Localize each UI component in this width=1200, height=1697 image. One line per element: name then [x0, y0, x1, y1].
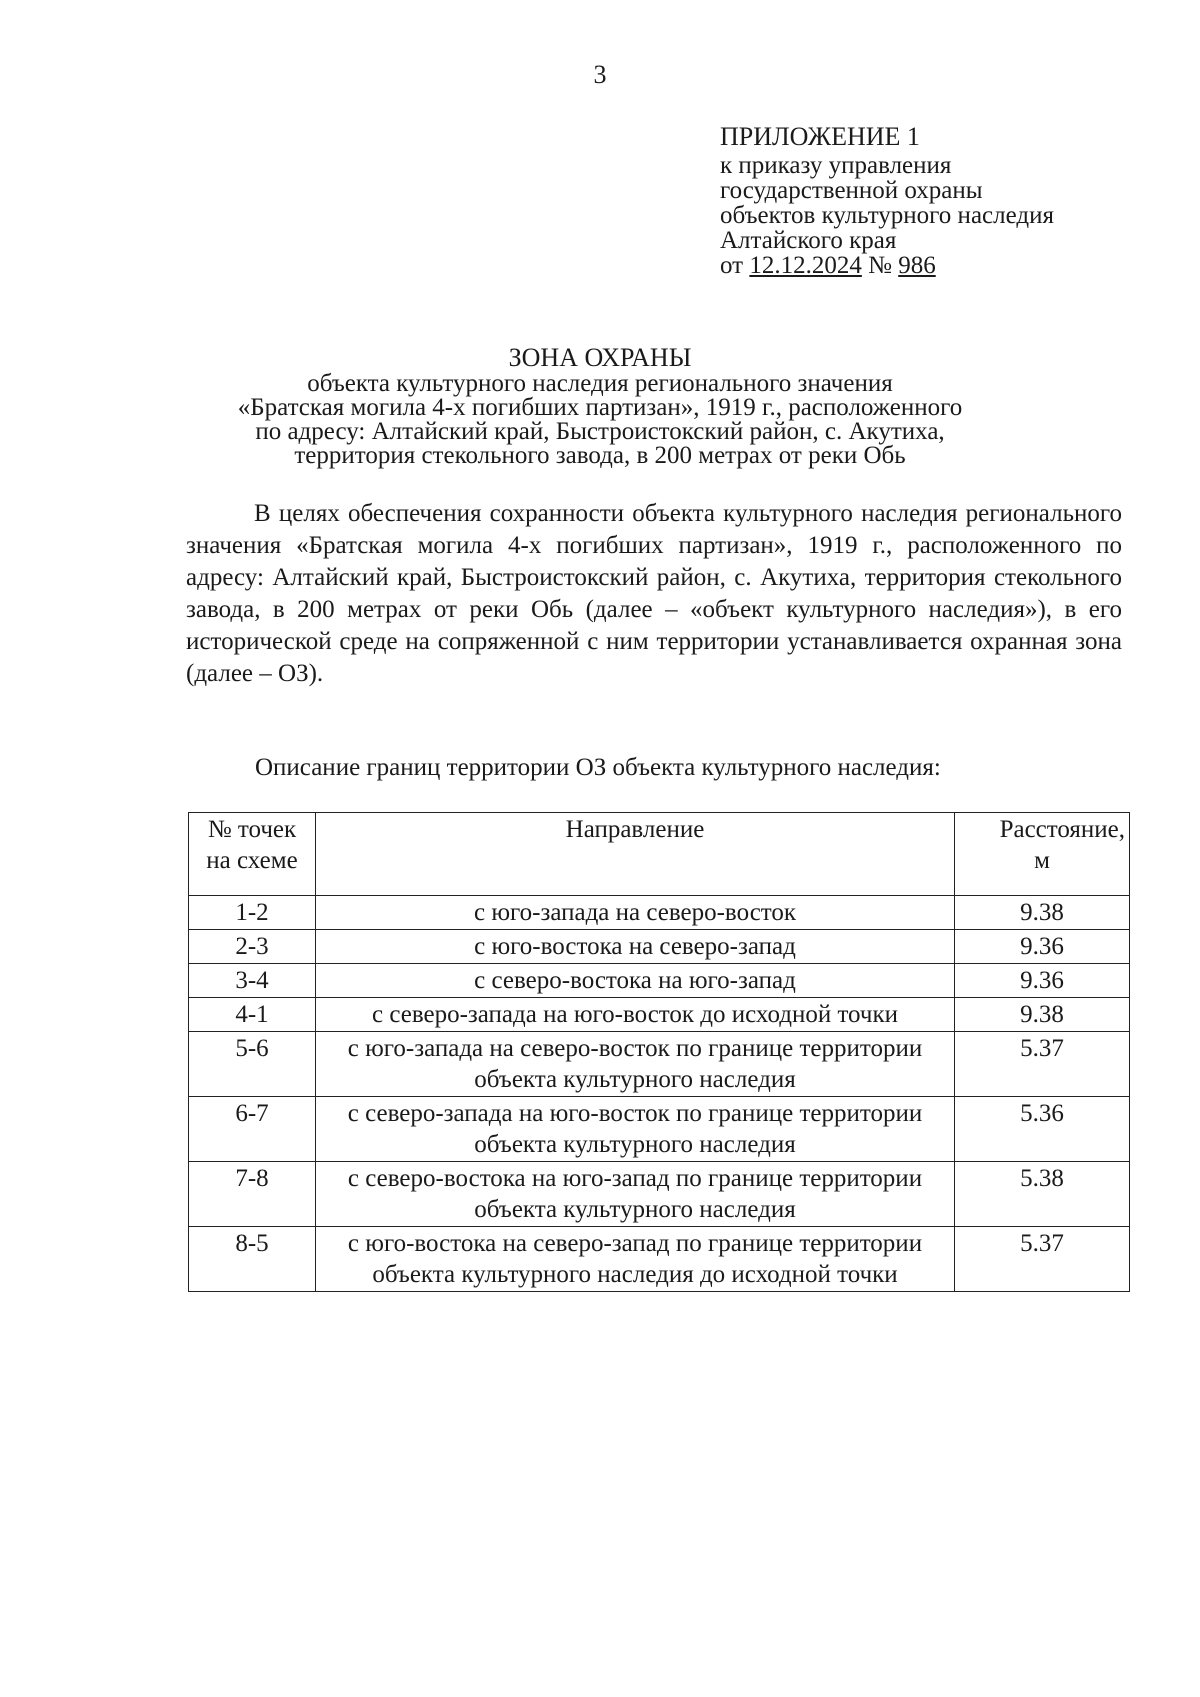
appendix-date-line — [720, 253, 1054, 278]
heading-line: объекта культурного наследия регионального значения — [307, 370, 893, 397]
page-number: 3 — [593, 60, 607, 89]
appendix-line: к приказу управления — [720, 152, 952, 179]
row-points: 5-6 — [189, 1032, 316, 1097]
heading-line: по адресу: Алтайский край, Быстроистокский район, с. Акутиха, — [255, 418, 945, 445]
table-row — [189, 1032, 1130, 1097]
row-direction: с юго-запада на северо-восток — [316, 896, 955, 930]
row-distance: 5.37 — [955, 1227, 1130, 1292]
row-distance: 5.37 — [955, 1032, 1130, 1097]
row-direction: с северо-востока на юго-запад по границе территории объекта культурного наследия — [316, 1162, 955, 1227]
boundary-table — [188, 812, 1130, 1292]
row-points: 4-1 — [189, 998, 316, 1032]
table-row — [189, 998, 1130, 1032]
row-distance: 9.38 — [955, 998, 1130, 1032]
table-row — [189, 964, 1130, 998]
heading-line: территория стекольного завода, в 200 метрах от реки Обь — [294, 442, 906, 469]
row-distance: 5.36 — [955, 1097, 1130, 1162]
appendix-line: объектов культурного наследия — [720, 202, 1054, 229]
row-direction: с северо-востока на юго-запад — [316, 964, 955, 998]
table-row — [189, 930, 1130, 964]
header-points-line1: № точек — [207, 816, 297, 843]
table-row — [189, 896, 1130, 930]
row-points: 2-3 — [189, 930, 316, 964]
table-header-row — [189, 813, 1130, 896]
row-points: 6-7 — [189, 1097, 316, 1162]
header-direction: Направление — [316, 813, 955, 896]
table-row — [189, 1097, 1130, 1162]
appendix-line: государственной охраны — [720, 177, 983, 204]
document-heading — [0, 343, 1200, 469]
header-distance-line2: м — [1034, 847, 1050, 874]
row-direction: с юго-запада на северо-восток по границе территории объекта культурного наследия — [316, 1032, 955, 1097]
table-caption: Описание границ территории ОЗ объекта культурного наследия: — [255, 754, 941, 781]
header-points-line2: на схеме — [206, 847, 298, 874]
order-number: 986 — [898, 252, 936, 279]
header-points — [189, 813, 316, 896]
document-title: ЗОНА ОХРАНЫ — [508, 343, 692, 372]
intro-paragraph: В целях обеспечения сохранности объекта культурного наследия регионального значения «Братская могила 4-х погибших партизан», 1919 г., расположенного по адресу: Алтайский край, Быстроистокский район, с. Акутиха, территория стекольного завода, в 200 метрах от реки Обь (далее – «объект культурного наследия»), в его исторической среде на сопряженной с ним территории устанавливается охранная зона (далее – ОЗ). — [186, 500, 1122, 687]
header-distance-line1: Расстояние, — [999, 816, 1125, 843]
row-distance: 9.38 — [955, 896, 1130, 930]
row-points: 1-2 — [189, 896, 316, 930]
row-points: 3-4 — [189, 964, 316, 998]
row-points: 7-8 — [189, 1162, 316, 1227]
row-direction: с северо-запада на юго-восток до исходной точки — [316, 998, 955, 1032]
number-sign: № — [868, 252, 892, 279]
header-distance — [955, 813, 1130, 896]
row-direction: с юго-востока на северо-запад по границе территории объекта культурного наследия до исходной точки — [316, 1227, 955, 1292]
appendix-line: Алтайского края — [720, 227, 897, 254]
appendix-block — [720, 124, 1054, 278]
heading-line: «Братская могила 4-х погибших партизан», 1919 г., расположенного — [237, 394, 963, 421]
row-distance: 9.36 — [955, 930, 1130, 964]
row-direction: с северо-запада на юго-восток по границе территории объекта культурного наследия — [316, 1097, 955, 1162]
table-row — [189, 1227, 1130, 1292]
row-distance: 9.36 — [955, 964, 1130, 998]
table-row — [189, 1162, 1130, 1227]
order-date: 12.12.2024 — [749, 252, 862, 279]
row-points: 8-5 — [189, 1227, 316, 1292]
row-distance: 5.38 — [955, 1162, 1130, 1227]
appendix-title: ПРИЛОЖЕНИЕ 1 — [720, 122, 920, 151]
row-direction: с юго-востока на северо-запад — [316, 930, 955, 964]
date-prefix: от — [720, 252, 744, 279]
